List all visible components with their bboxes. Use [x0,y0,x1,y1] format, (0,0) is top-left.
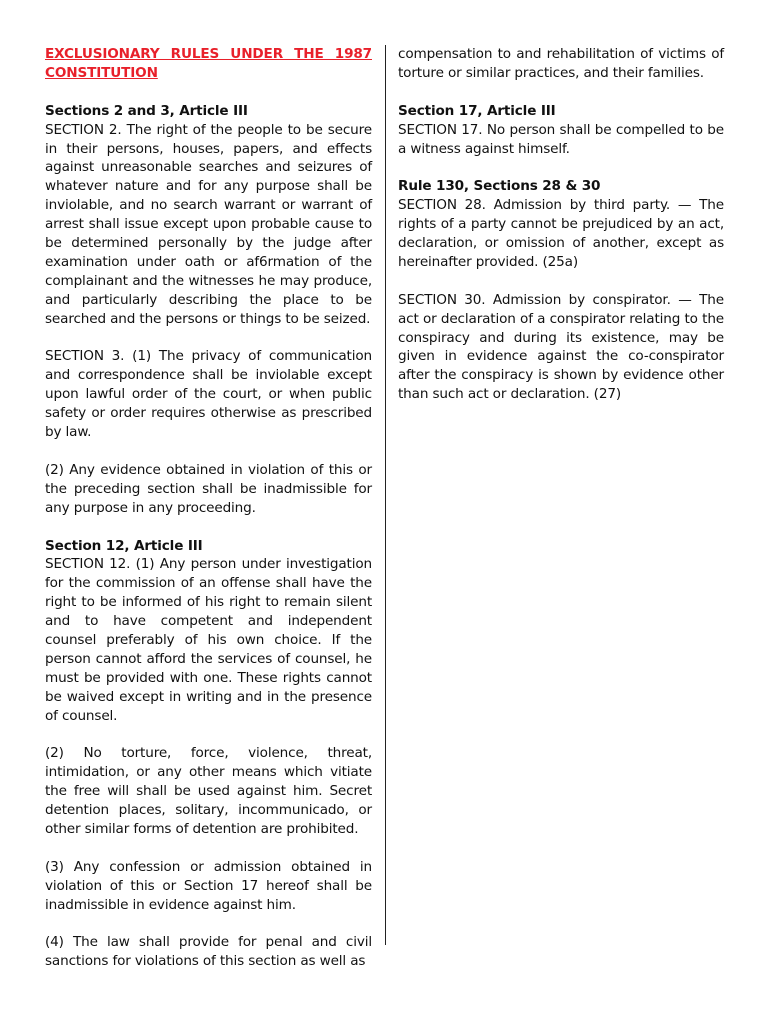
spacer [45,329,372,348]
section-30-paragraph: SECTION 30. Admission by conspirator. — The act or declaration of a conspirator relating to the conspiracy and during its existence, may be given in evidence against the co-conspirator after the conspiracy is shown by evidence other than such act or declaration. (27) [398,291,724,403]
section-12-4-continued-paragraph: compensation to and rehabilitation of victims of torture or similar practices, and their families. [398,46,724,81]
document-title: EXCLUSIONARY RULES UNDER THE 1987 CONSTITUTION [45,46,372,81]
spacer [45,915,372,934]
spacer [398,83,724,102]
spacer [45,839,372,858]
spacer [398,158,724,177]
section-3-2-paragraph: (2) Any evidence obtained in violation of this or the preceding section shall be inadmissible for any purpose in any proceeding. [45,461,372,516]
spacer [45,518,372,537]
section-17-paragraph: SECTION 17. No person shall be compelled to be a witness against himself. [398,121,724,157]
section-heading-2-3: Sections 2 and 3, Article III [45,102,248,119]
section-heading-17: Section 17, Article III [398,102,556,119]
section-12-4-paragraph: (4) The law shall provide for penal and civil sanctions for violations of this section as well as [45,934,372,970]
column-divider [385,45,386,945]
spacer [45,726,372,745]
section-heading-rule-130: Rule 130, Sections 28 & 30 [398,178,601,195]
section-2-paragraph: SECTION 2. The right of the people to be secure in their persons, houses, papers, and effects against unreasonable searches and seizures of whatever nature and for any purpose shall be inviolable, and no search warrant or warrant of arrest shall issue except upon probable cause to be determined personally by the judge after examination under oath or af6rmation of the complainant and the witnesses he may produce, and particularly describing the place to be searched and the persons or things to be seized. [45,121,372,327]
section-12-1-paragraph: SECTION 12. (1) Any person under investigation for the commission of an offense shall have the right to be informed of his right to remain silent and to have competent and independent counsel preferably of his own choice. If the person cannot afford the services of counsel, he must be provided with one. These rights cannot be waived except in writing and in the presence of counsel. [45,556,372,724]
spacer [45,442,372,461]
right-column [398,45,724,404]
section-heading-12: Section 12, Article III [45,537,203,554]
spacer [45,83,372,102]
spacer [398,272,724,291]
left-column [45,45,372,971]
section-3-1-paragraph: SECTION 3. (1) The privacy of communication and correspondence shall be inviolable except upon lawful order of the court, or when public safety or order requires otherwise as prescribed by law. [45,348,372,441]
section-28-paragraph: SECTION 28. Admission by third party. — The rights of a party cannot be prejudiced by an act, declaration, or omission of another, except as hereinafter provided. (25a) [398,197,724,270]
section-12-2-paragraph: (2) No torture, force, violence, threat, intimidation, or any other means which vitiate the free will shall be used against him. Secret detention places, solitary, incommunicado, or other similar forms of detention are prohibited. [45,745,372,838]
section-12-3-paragraph: (3) Any confession or admission obtained in violation of this or Section 17 hereof shall be inadmissible in evidence against him. [45,858,372,913]
